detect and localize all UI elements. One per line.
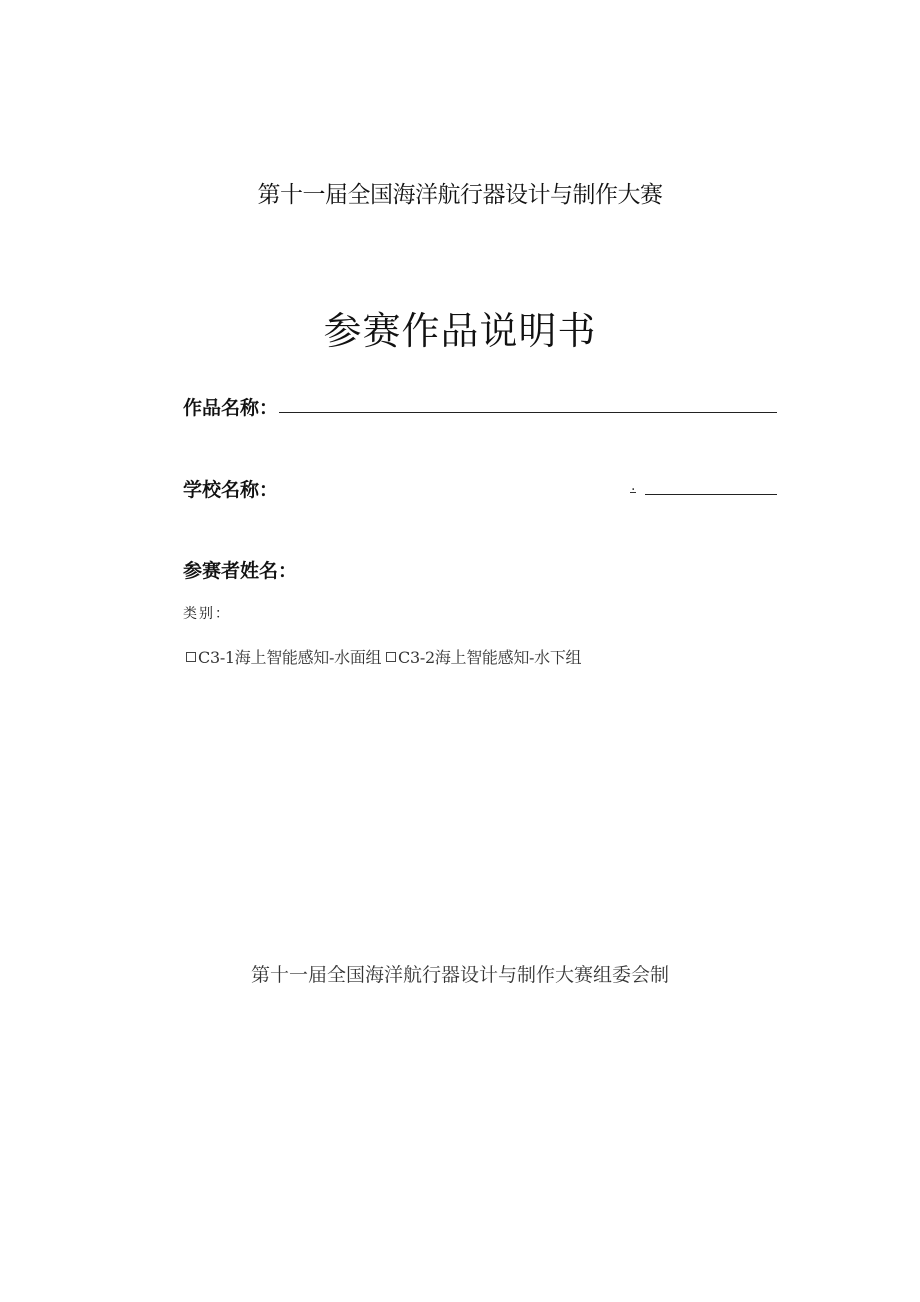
participant-name-label: 参赛者姓名：	[183, 560, 298, 582]
category-option-label: C3-2海上智能感知-水下组	[398, 648, 582, 667]
category-option-c3-1[interactable]	[186, 648, 386, 667]
school-name-field[interactable]	[645, 494, 777, 495]
work-name-field[interactable]	[279, 412, 777, 413]
checkbox-icon[interactable]	[386, 652, 396, 662]
category-option-label: C3-1海上智能感知-水面组	[198, 648, 382, 667]
competition-title: 第十一届全国海洋航行器设计与制作大赛	[257, 182, 663, 208]
organizer-footer: 第十一届全国海洋航行器设计与制作大赛组委会制	[250, 964, 669, 986]
document-title: 参赛作品说明书	[323, 309, 597, 353]
checkbox-icon[interactable]	[186, 652, 196, 662]
category-options	[186, 645, 581, 668]
work-name-label: 作品名称：	[183, 397, 279, 419]
category-option-c3-2[interactable]	[386, 648, 581, 667]
school-name-dot: .	[631, 478, 636, 494]
school-name-label: 学校名称：	[183, 479, 279, 501]
category-label: 类别：	[183, 606, 231, 622]
